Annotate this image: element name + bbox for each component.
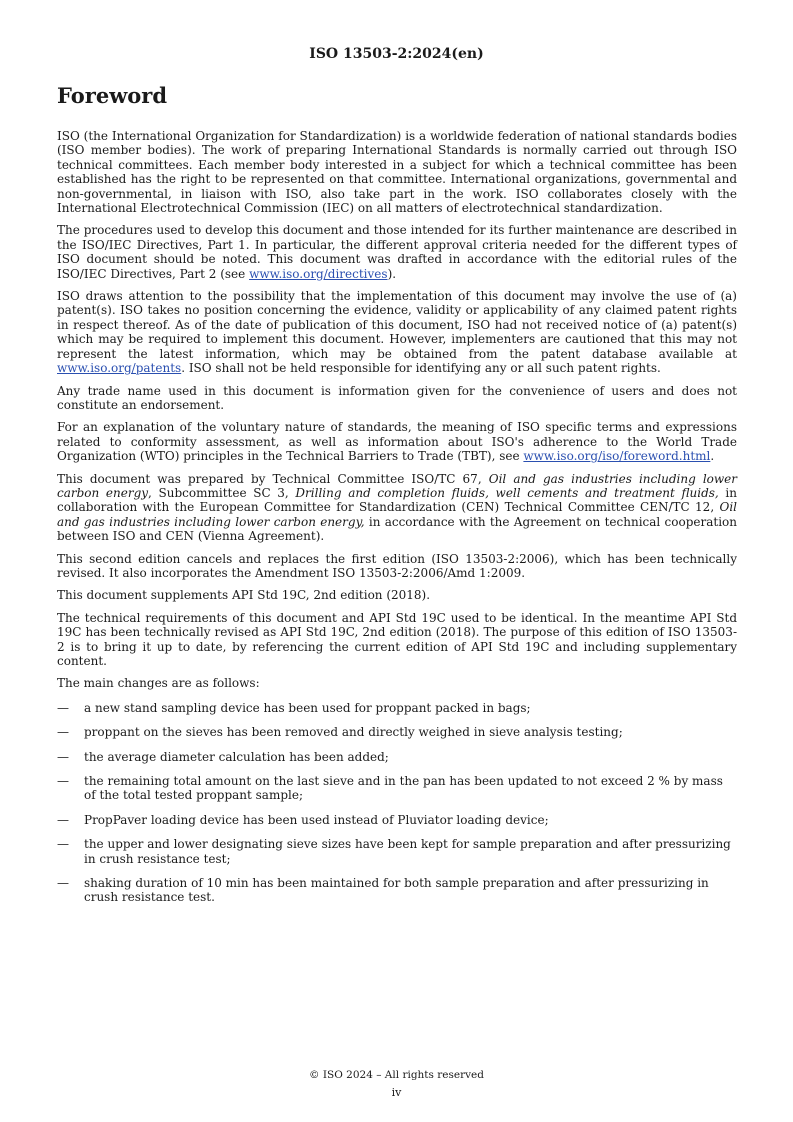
page-footer xyxy=(0,1066,793,1102)
list-item: — the upper and lower designating sieve sizes have been kept for sample preparation and after pressurizing in crush resistance test; xyxy=(57,837,731,866)
paragraph-voluntary-nature: For an explanation of the voluntary nature of standards, the meaning of ISO specific terms and expressions related to conformity assessment, as well as information about ISO's adherence to the World Trade Organization (WTO) principles in the Technical Barriers to Trade (TBT), see www.iso.org/iso/foreword.html. xyxy=(57,420,737,464)
foreword-body xyxy=(57,129,737,915)
paragraph-procedures: The procedures used to develop this document and those intended for its further maintenance are described in the ISO/IEC Directives, Part 1. In particular, the different approval criteria needed for the different types of ISO document should be noted. This document was drafted in accordance with the editorial rules of the ISO/IEC Directives, Part 2 (see www.iso.org/directives). xyxy=(57,223,737,281)
dash-bullet: — xyxy=(57,876,69,891)
directives-link[interactable]: www.iso.org/directives xyxy=(249,266,388,281)
paragraph-main-changes-intro: The main changes are as follows: xyxy=(57,676,260,691)
list-item: — a new stand sampling device has been used for proppant packed in bags; xyxy=(57,700,531,715)
page-number: iv xyxy=(391,1086,402,1099)
dash-bullet: — xyxy=(57,749,69,764)
section-title: Foreword xyxy=(57,83,168,108)
paragraph-trade-name: Any trade name used in this document is information given for the convenience of users and does not constitute an endorsement. xyxy=(57,383,737,412)
changes-list xyxy=(57,701,737,905)
dash-bullet: — xyxy=(57,837,69,852)
list-item: — shaking duration of 10 min has been maintained for both sample preparation and after pressurizing in crush resistance test. xyxy=(57,876,709,905)
dash-bullet: — xyxy=(57,774,69,789)
paragraph-supplements: This document supplements API Std 19C, 2nd edition (2018). xyxy=(57,588,431,603)
paragraph-committee: This document was prepared by Technical Committee ISO/TC 67, Oil and gas industries including lower carbon energy, Subcommittee SC 3, Drilling and completion fluids, well cements and treatment fluids, in collaboration with the European Committee for Standardization (CEN) Technical Committee CEN/TC 12, Oil and gas industries including lower carbon energy, in accordance with the Agreement on technical cooperation between ISO and CEN (Vienna Agreement). xyxy=(57,471,738,544)
dash-bullet: — xyxy=(57,812,69,827)
list-item: — PropPaver loading device has been used instead of Pluviator loading device; xyxy=(57,812,549,827)
paragraph-edition: This second edition cancels and replaces the first edition (ISO 13503-2:2006), which has been technically revised. It also incorporates the Amendment ISO 13503-2:2006/Amd 1:2009. xyxy=(57,551,737,580)
list-item: — proppant on the sieves has been removed and directly weighed in sieve analysis testing; xyxy=(57,725,623,740)
paragraph-iso-intro: ISO (the International Organization for Standardization) is a worldwide federation of national standards bodies (ISO member bodies). The work of preparing International Standards is normally carried out through ISO technical committees. Each member body interested in a subject for which a technical committee has been established has the right to be represented on that committee. International organizations, governmental and non-governmental, in liaison with ISO, also take part in the work. ISO collaborates closely with the International Electrotechnical Commission (IEC) on all matters of electrotechnical standardization. xyxy=(57,129,737,216)
dash-bullet: — xyxy=(57,700,69,715)
paragraph-technical-requirements: The technical requirements of this document and API Std 19C used to be identical. In the meantime API Std 19C has been technically revised as API Std 19C, 2nd edition (2018). The purpose of this edition of ISO 13503-2 is to bring it up to date, by referencing the current edition of API Std 19C and including supplementary content. xyxy=(57,610,737,668)
paragraph-patents: ISO draws attention to the possibility that the implementation of this document may involve the use of (a) patent(s). ISO takes no position concerning the evidence, validity or applicability of any claimed patent rights in respect thereof. As of the date of publication of this document, ISO had not received notice of (a) patent(s) which may be required to implement this document. However, implementers are cautioned that this may not represent the latest information, which may be obtained from the patent database available at www.iso.org/patents. ISO shall not be held responsible for identifying any or all such patent rights. xyxy=(57,289,737,376)
dash-bullet: — xyxy=(57,725,69,740)
list-item: — the average diameter calculation has been added; xyxy=(57,749,389,764)
copyright-notice: © ISO 2024 – All rights reserved xyxy=(309,1069,484,1081)
patents-link[interactable]: www.iso.org/patents xyxy=(57,361,182,376)
document-id-header: ISO 13503-2:2024(en) xyxy=(309,46,484,62)
list-item: — the remaining total amount on the last sieve and in the pan has been updated to not exceed 2 % by mass of the total tested proppant sample; xyxy=(57,774,723,803)
foreword-link[interactable]: www.iso.org/iso/foreword.html xyxy=(523,449,711,464)
